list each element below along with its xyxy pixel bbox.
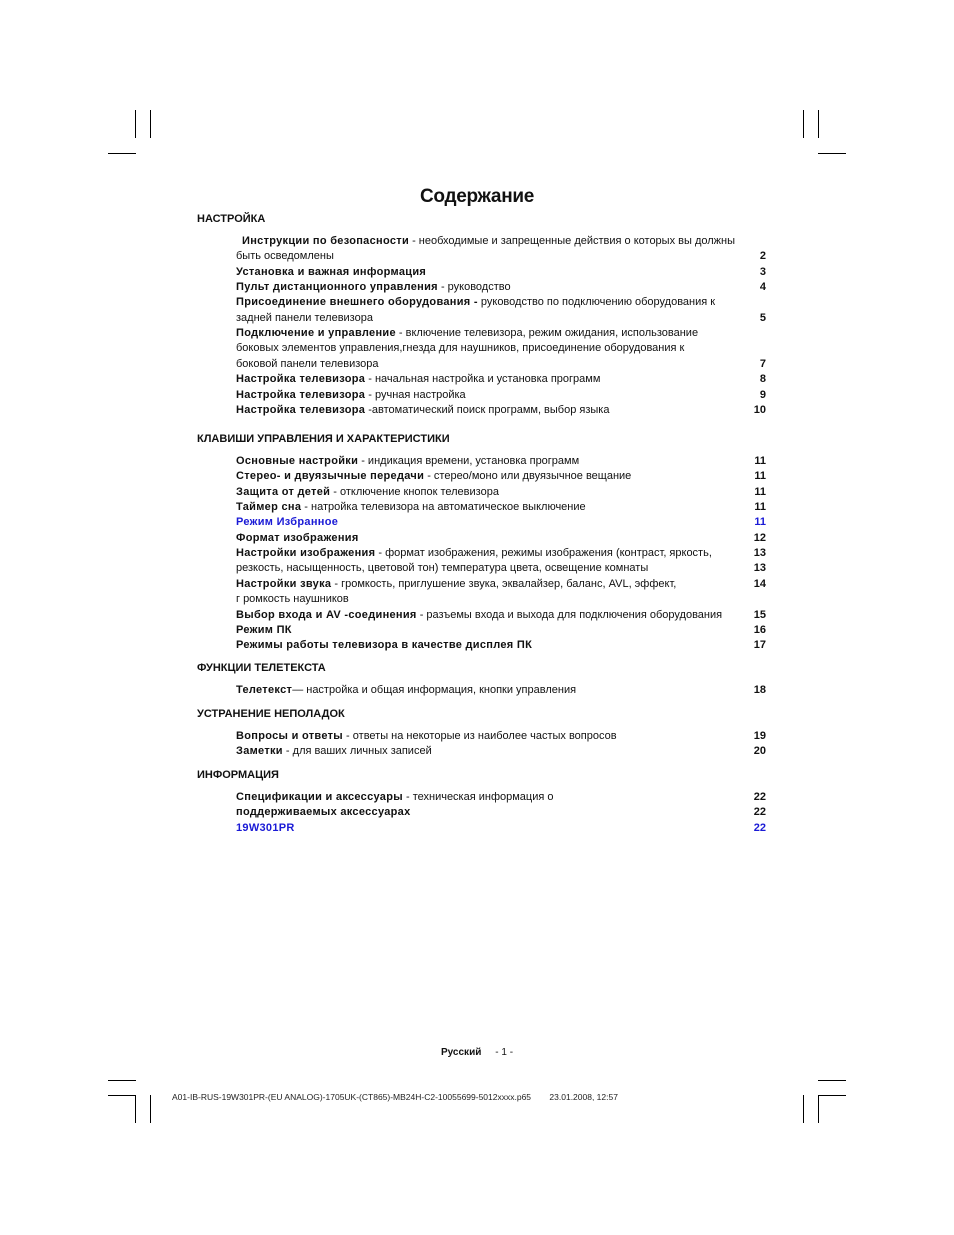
toc-entry-description: - натройка телевизора на автоматическое выключение (301, 501, 586, 514)
toc-entry-description: - техническая информация о (402, 791, 554, 803)
crop-mark (135, 110, 136, 138)
toc-entry-page-number: 19 (750, 728, 766, 744)
toc-entry-description: боковой панели телевизора (236, 357, 379, 370)
toc-entry-description: - начальная настройка и установка программ (365, 373, 601, 386)
toc-entry-page-number: 11 (750, 453, 766, 469)
crop-mark (108, 1095, 136, 1096)
toc-entry[interactable] (236, 804, 766, 820)
toc-entry-page-number: 11 (750, 514, 766, 530)
toc-entry-page-number: 14 (750, 576, 766, 592)
toc-entry-description: задней панели телевизора (236, 311, 373, 324)
toc-entry-page-number: 13 (750, 560, 766, 576)
toc-entry-page-number: 9 (756, 387, 766, 403)
toc-entry-title: Инструкции по безопасности (242, 235, 410, 247)
crop-mark (803, 110, 804, 138)
toc-entry-title: Основные настройки (236, 455, 359, 467)
toc-entry-description: - индикация времени, установка программ (358, 455, 580, 467)
toc-entry-page-number: 15 (750, 607, 766, 623)
toc-entry-description: - включение телевизора, режим ожидания, использование (395, 327, 699, 340)
toc-entry[interactable] (236, 743, 766, 759)
section-heading: УСТРАНЕНИЕ НЕПОЛАДОК (197, 708, 345, 720)
toc-entry-description: - необходимые и запрещенные действия о которых вы должны (409, 235, 735, 247)
toc-entry-title: 19W301PR (236, 821, 295, 834)
toc-entry-page-number: 3 (756, 264, 766, 280)
toc-entry[interactable] (236, 499, 766, 515)
toc-entry[interactable] (236, 728, 766, 744)
crop-mark (803, 1095, 804, 1123)
crop-mark (818, 1080, 846, 1081)
page-title: Содержание (419, 186, 535, 207)
toc-entry[interactable] (236, 576, 766, 592)
toc-entry-description: резкость, насыщенность, цветовой тон) температура цвета, освещение комнаты (236, 562, 649, 575)
toc-entry-page-number: 5 (756, 310, 766, 326)
toc-entry[interactable] (236, 682, 766, 698)
toc-entry[interactable] (236, 468, 766, 484)
toc-entry-page-number: 11 (750, 468, 766, 484)
toc-entry-description: - для ваших личных записей (282, 745, 432, 758)
toc-entry-title: Подключение и управление (236, 327, 396, 340)
toc-entry-description: - громкость, приглушение звука, эквалайзер, баланс, AVL, эффект, (331, 577, 677, 590)
crop-mark (818, 1095, 819, 1123)
toc-entry[interactable] (236, 820, 766, 836)
toc-entry[interactable] (236, 514, 766, 530)
toc-entry-description: - стерео/моно или двуязычное вещание (424, 470, 632, 483)
print-timestamp: 23.01.2008, 12:57 (549, 1092, 618, 1102)
toc-entry-description: — настройка и общая информация, кнопки управления (292, 684, 577, 696)
print-slug (172, 1092, 618, 1102)
toc-entry-title: Спецификации и аксессуары (236, 791, 403, 803)
toc-entry-page-number: 11 (750, 484, 766, 500)
toc-entry[interactable] (236, 484, 766, 500)
toc-entry-page-number: 8 (756, 371, 766, 387)
toc-entry[interactable] (236, 530, 766, 546)
toc-entry-page-number: 10 (750, 402, 766, 418)
toc-entry-page-number: 22 (750, 804, 766, 820)
toc-entry-title: Вопросы и ответы (236, 730, 343, 742)
toc-entry-page-number: 20 (750, 743, 766, 759)
toc-entry[interactable] (236, 371, 766, 387)
toc-entry-title: Настройки изображения (236, 547, 376, 560)
toc-entry[interactable] (236, 607, 766, 623)
toc-entry[interactable] (236, 402, 766, 418)
toc-entry[interactable] (236, 248, 766, 264)
toc-entry-title: Режимы работы телевизора в качестве дисплея ПК (236, 639, 533, 652)
toc-entry-description: боковых элементов управления,гнезда для наушников, присоединение оборудования к (236, 342, 685, 355)
toc-entry[interactable] (236, 294, 766, 310)
toc-entry-page-number: 7 (756, 356, 766, 372)
toc-entry[interactable] (236, 325, 766, 341)
crop-mark (818, 110, 819, 138)
toc-entry-page-number: 2 (756, 248, 766, 264)
toc-entry-title: Настройки звука (236, 577, 332, 590)
footer-language: Русский (440, 1047, 482, 1058)
toc-entry-title: Телетекст (236, 684, 293, 696)
toc-entry-title: Присоединение внешнего оборудования - (236, 296, 478, 309)
section-heading: ИНФОРМАЦИЯ (197, 769, 279, 781)
toc-entry[interactable] (242, 233, 766, 249)
toc-entry-page-number: 12 (750, 530, 766, 546)
toc-entry-description: - формат изображения, режимы изображения (контраст, яркость, (375, 547, 712, 560)
toc-entry-title: Защита от детей (236, 485, 331, 498)
toc-entry-title: Режим Избранное (236, 516, 339, 529)
toc-entry[interactable] (236, 560, 766, 576)
toc-entry-title: Заметки (236, 745, 283, 758)
toc-entry-page-number: 13 (750, 545, 766, 561)
toc-entry[interactable] (236, 789, 766, 805)
toc-entry[interactable] (236, 453, 766, 469)
toc-entry-title: Установка и важная информация (236, 265, 427, 278)
toc-entry-description: г ромкость наушников (236, 593, 349, 606)
toc-entry[interactable] (236, 356, 766, 372)
toc-entry-description: - отключение кнопок телевизора (330, 485, 499, 498)
file-name: A01-IB-RUS-19W301PR-(EU ANALOG)-1705UK-(CT865)-MB24H-C2-10055699-5012xxxx.p65 (172, 1092, 532, 1102)
toc-entry-title: Стерео- и двуязычные передачи (236, 470, 425, 483)
toc-entry[interactable] (236, 637, 766, 653)
toc-entry[interactable] (236, 545, 766, 561)
toc-entry-title: Пульт дистанционного управления (236, 281, 438, 294)
toc-entry-description: -автоматический поиск программ, выбор языка (365, 403, 610, 416)
toc-entry-title: Настройка телевизора (236, 373, 366, 386)
toc-entry-description: - руководство (437, 281, 511, 294)
section-heading: НАСТРОЙКА (197, 213, 266, 225)
toc-entry[interactable] (236, 279, 766, 295)
section-heading: ФУНКЦИИ ТЕЛЕТЕКСТА (197, 662, 326, 674)
toc-entry[interactable] (236, 340, 766, 356)
toc-entry-page-number: 18 (750, 682, 766, 698)
toc-entry-description: быть осведомлены (236, 250, 334, 263)
toc-entry-page-number: 4 (756, 279, 766, 295)
toc-entry-page-number: 22 (750, 789, 766, 805)
toc-entry-description: - ответы на некоторые из наиболее частых вопросов (343, 730, 617, 742)
crop-mark (818, 153, 846, 154)
toc-entry-title: Настройка телевизора (236, 403, 366, 416)
toc-entry-title: Настройка телевизора (236, 388, 366, 401)
crop-mark (108, 1080, 136, 1081)
toc-entry[interactable] (236, 622, 766, 638)
crop-mark (135, 1095, 136, 1123)
toc-entry-title: Выбор входа и AV -соединения (236, 608, 417, 621)
crop-mark (150, 1095, 151, 1123)
toc-entry-title: Формат изображения (236, 531, 359, 544)
toc-entry-description: руководство по подключению оборудования к (477, 296, 716, 309)
crop-mark (150, 110, 151, 138)
toc-entry-description: - ручная настройка (365, 388, 466, 401)
toc-entry[interactable] (236, 264, 766, 280)
crop-mark (818, 1095, 846, 1096)
toc-entry[interactable] (236, 591, 766, 607)
toc-entry-title: Режим ПК (236, 623, 292, 636)
page-footer-language (0, 1047, 954, 1058)
toc-entry-page-number: 16 (750, 622, 766, 638)
toc-entry-title: поддерживаемых аксессуарах (236, 806, 411, 819)
toc-entry-page-number: 22 (750, 820, 766, 836)
section-heading: КЛАВИШИ УПРАВЛЕНИЯ И ХАРАКТЕРИСТИКИ (197, 433, 450, 445)
toc-entry-description: - разъемы входа и выхода для подключения оборудования (416, 608, 723, 621)
toc-entry-page-number: 17 (750, 637, 766, 653)
footer-page-number: - 1 - (495, 1047, 514, 1058)
toc-entry[interactable] (236, 387, 766, 403)
toc-entry[interactable] (236, 310, 766, 326)
crop-mark (108, 153, 136, 154)
toc-entry-title: Таймер сна (236, 501, 302, 514)
toc-entry-page-number: 11 (750, 499, 766, 515)
